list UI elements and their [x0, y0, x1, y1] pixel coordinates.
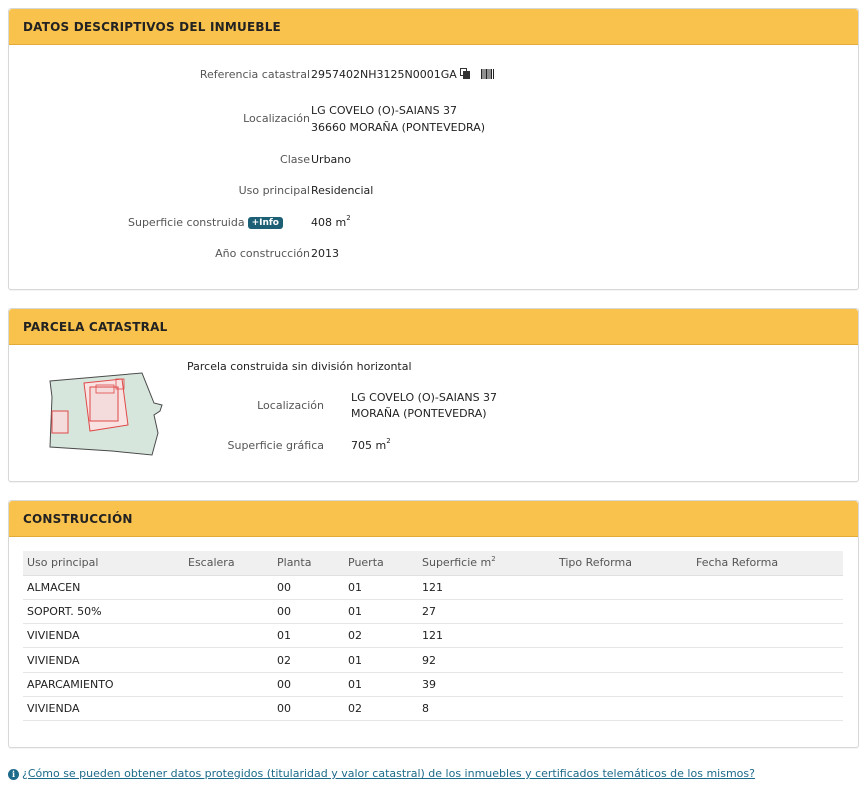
- column-header-uso: Uso principal: [23, 551, 184, 575]
- table-row: [23, 575, 843, 599]
- copy-icon[interactable]: [460, 68, 470, 79]
- cell-escalera: [184, 672, 273, 696]
- anio-construccion-value: 2013: [311, 247, 339, 260]
- column-header-fecha-reforma: Fecha Reforma: [692, 551, 843, 575]
- referencia-label: Referencia catastral: [199, 68, 310, 81]
- construccion-table: [23, 551, 843, 721]
- cell-puerta: 02: [344, 624, 418, 648]
- cell-planta: 00: [273, 575, 344, 599]
- clase-value: Urbano: [311, 153, 351, 166]
- footer: [8, 767, 755, 780]
- cell-superficie: 121: [418, 575, 555, 599]
- cell-fecha-reforma: [692, 696, 843, 720]
- protected-data-link[interactable]: ¿Cómo se pueden obtener datos protegidos (titularidad y valor catastral) de los inmuebles y certificados telemáticos de los mismos?: [22, 767, 755, 780]
- cell-uso: VIVIENDA: [23, 648, 184, 672]
- info-icon: i: [8, 769, 19, 780]
- cell-escalera: [184, 648, 273, 672]
- superficie-construida-label: Superficie construida: [128, 216, 245, 229]
- anio-construccion-label: Año construcción: [215, 247, 310, 260]
- parcela-panel: [8, 308, 859, 482]
- cell-tipo-reforma: [555, 672, 692, 696]
- cell-puerta: 01: [344, 648, 418, 672]
- cell-puerta: 01: [344, 672, 418, 696]
- cell-uso: SOPORT. 50%: [23, 599, 184, 623]
- table-row: [23, 599, 843, 623]
- cell-fecha-reforma: [692, 648, 843, 672]
- clase-label: Clase: [280, 153, 310, 166]
- construccion-panel-title: CONSTRUCCIÓN: [9, 501, 858, 537]
- cell-uso: ALMACEN: [23, 575, 184, 599]
- construccion-panel: [8, 500, 859, 748]
- cell-tipo-reforma: [555, 696, 692, 720]
- cell-planta: 02: [273, 648, 344, 672]
- table-row: [23, 672, 843, 696]
- column-header-tipo-reforma: Tipo Reforma: [555, 551, 692, 575]
- column-header-planta: Planta: [273, 551, 344, 575]
- cell-tipo-reforma: [555, 624, 692, 648]
- referencia-value: 2957402NH3125N0001GA: [311, 68, 457, 81]
- cell-puerta: 01: [344, 599, 418, 623]
- cell-planta: 00: [273, 672, 344, 696]
- superficie-construida-row: [128, 216, 283, 229]
- cell-planta: 00: [273, 599, 344, 623]
- table-row: [23, 648, 843, 672]
- cell-tipo-reforma: [555, 648, 692, 672]
- cell-escalera: [184, 575, 273, 599]
- inmueble-panel: [8, 8, 859, 290]
- cell-tipo-reforma: [555, 599, 692, 623]
- superficie-grafica-value: 705 $m^2$: [351, 437, 391, 452]
- cell-puerta: 01: [344, 575, 418, 599]
- barcode-icon[interactable]: [481, 69, 494, 79]
- uso-principal-value: Residencial: [311, 184, 374, 197]
- localizacion-label: Localización: [243, 112, 310, 125]
- cell-puerta: 02: [344, 696, 418, 720]
- parcela-localizacion-line1: LG COVELO (O)-SAIANS 37: [351, 391, 498, 404]
- cell-superficie: 121: [418, 624, 555, 648]
- parcela-tipo: Parcela construida sin división horizontal: [187, 360, 412, 373]
- cell-escalera: [184, 599, 273, 623]
- table-row: [23, 624, 843, 648]
- column-header-superficie: Superficie $m^2$: [418, 551, 555, 575]
- cell-uso: VIVIENDA: [23, 624, 184, 648]
- superficie-grafica-label: Superficie gráfica: [227, 439, 324, 452]
- cell-tipo-reforma: [555, 575, 692, 599]
- column-header-puerta: Puerta: [344, 551, 418, 575]
- column-header-escalera: Escalera: [184, 551, 273, 575]
- info-button[interactable]: +Info: [248, 217, 283, 229]
- cell-planta: 00: [273, 696, 344, 720]
- cell-fecha-reforma: [692, 599, 843, 623]
- cell-superficie: 8: [418, 696, 555, 720]
- parcel-map-thumbnail[interactable]: [42, 367, 167, 457]
- parcela-panel-title: PARCELA CATASTRAL: [9, 309, 858, 345]
- cell-uso: VIVIENDA: [23, 696, 184, 720]
- cell-superficie: 92: [418, 648, 555, 672]
- uso-principal-label: Uso principal: [238, 184, 310, 197]
- referencia-value-row: [311, 68, 494, 81]
- cell-fecha-reforma: [692, 575, 843, 599]
- table-row: [23, 696, 843, 720]
- cell-escalera: [184, 624, 273, 648]
- localizacion-line1: LG COVELO (O)-SAIANS 37: [311, 104, 458, 117]
- inmueble-panel-title: DATOS DESCRIPTIVOS DEL INMUEBLE: [9, 9, 858, 45]
- cell-fecha-reforma: [692, 624, 843, 648]
- cell-planta: 01: [273, 624, 344, 648]
- localizacion-line2: 36660 MORAÑA (PONTEVEDRA): [311, 121, 486, 134]
- superficie-construida-value: 408 $m^2$: [311, 214, 351, 229]
- cell-fecha-reforma: [692, 672, 843, 696]
- cell-superficie: 27: [418, 599, 555, 623]
- table-header-row: [23, 551, 843, 575]
- parcela-localizacion-line2: MORAÑA (PONTEVEDRA): [351, 407, 487, 420]
- cell-uso: APARCAMIENTO: [23, 672, 184, 696]
- cell-superficie: 39: [418, 672, 555, 696]
- parcela-localizacion-label: Localización: [257, 399, 324, 412]
- cell-escalera: [184, 696, 273, 720]
